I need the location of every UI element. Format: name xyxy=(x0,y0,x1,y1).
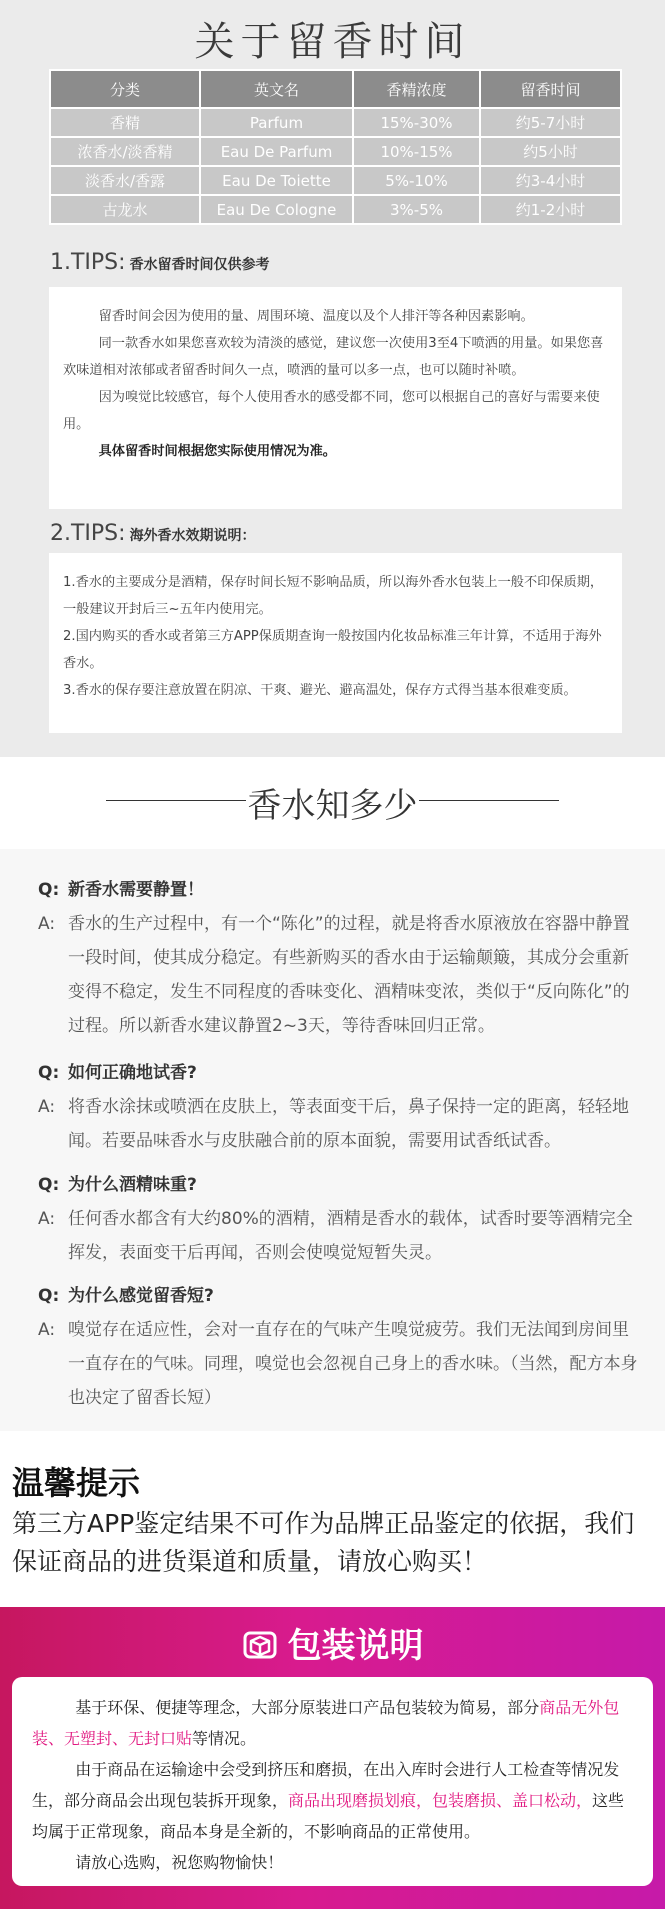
warm-tips-title: 温馨提示 xyxy=(12,1464,141,1502)
packaging-title xyxy=(0,1618,665,1667)
answer-text: 将香水涂抹或喷洒在皮肤上，等表面变干后，鼻子保持一定的距离，轻轻地闻。若要品味香水与皮肤融合前的原本面貌，需要用试香纸试香。 xyxy=(68,1097,629,1151)
package-box-icon xyxy=(242,1627,278,1663)
faq-answer xyxy=(38,1202,638,1270)
packaging-text: 这些均属于正常现象，商品本身是全新的，不影响商品的正常使用。 xyxy=(32,1791,625,1841)
tips2-box xyxy=(49,553,622,733)
table-cell: 约3-4小时 xyxy=(480,166,621,195)
question-text: 如何正确地试香? xyxy=(68,1063,197,1083)
tips1-paragraph: 留香时间会因为使用的量、周围环境、温度以及个人排汗等各种因素影响。 xyxy=(98,309,534,324)
tips2-label: 2.TIPS: xyxy=(50,521,126,546)
packaging-paragraph xyxy=(32,1692,633,1754)
tips2-paragraph: 1.香水的主要成分是酒精，保存时间长短不影响品质，所以海外香水包装上一般不印保质期，一般建议开封后三~五年内使用完。 xyxy=(63,575,604,617)
tips1-subheading: 香水留香时间仅供参考 xyxy=(129,257,270,273)
table-header-row xyxy=(50,70,621,108)
faq-answer xyxy=(38,1313,638,1415)
faq-question xyxy=(38,1058,197,1083)
q-label: Q: xyxy=(38,1063,60,1083)
packaging-highlight: 商品无外包装、无塑封、无封口贴 xyxy=(32,1698,620,1748)
answer-text: 香水的生产过程中，有一个“陈化”的过程，就是将香水原液放在容器中静置一段时间，使其成分稳定。有些新购买的香水由于运输颠簸，其成分会重新变得不稳定，发生不同程度的香味变化、酒精味变浓，类似于“反向陈化”的过程。所以新香水建议静置2~3天，等待香味回归正常。 xyxy=(68,914,630,1036)
table-row xyxy=(50,108,621,137)
table-cell: 10%-15% xyxy=(353,137,480,166)
table-cell: 浓香水/淡香精 xyxy=(50,137,200,166)
faq-answer xyxy=(38,1090,638,1158)
table-cell: 5%-10% xyxy=(353,166,480,195)
answer-text: 任何香水都含有大约80%的酒精，酒精是香水的载体，试香时要等酒精完全挥发，表面变干后再闻，否则会使嗅觉短暂失灵。 xyxy=(68,1209,633,1263)
tips1-box xyxy=(49,287,622,509)
packaging-paragraph: 请放心选购，祝您购物愉快！ xyxy=(75,1853,284,1872)
column-header: 分类 xyxy=(50,70,200,108)
table-cell: 15%-30% xyxy=(353,108,480,137)
packaging-box xyxy=(12,1677,653,1886)
faq-answer xyxy=(38,907,638,1043)
faq-question xyxy=(38,1170,197,1195)
packaging-highlight: 商品出现磨损划痕，包装磨损、盖口松动， xyxy=(288,1791,593,1810)
warm-tips-text: 第三方APP鉴定结果不可作为品牌正品鉴定的依据，我们保证商品的进货渠道和质量，请放心购买！ xyxy=(12,1509,635,1576)
table-row xyxy=(50,166,621,195)
answer-text: 嗅觉存在适应性，会对一直存在的气味产生嗅觉疲劳。我们无法闻到房间里一直存在的气味。同理，嗅觉也会忽视自己身上的香水味。（当然，配方本身也决定了留香长短） xyxy=(68,1320,638,1408)
tips1-paragraph: 同一款香水如果您喜欢较为清淡的感觉，建议您一次使用3至4下喷洒的用量。如果您喜欢味道相对浓郁或者留香时间久一点，喷洒的量可以多一点，也可以随时补喷。 xyxy=(63,336,604,378)
section-title: 关于留香时间 xyxy=(194,19,471,65)
table-cell: Eau De Parfum xyxy=(200,137,353,166)
faq-question xyxy=(38,1281,214,1306)
question-text: 为什么酒精味重? xyxy=(68,1175,197,1195)
column-header: 香精浓度 xyxy=(353,70,480,108)
packaging-text: 基于环保、便捷等理念，大部分原装进口产品包装较为简易，部分 xyxy=(75,1698,540,1717)
table-cell: Parfum xyxy=(200,108,353,137)
packaging-text: 由于商品在运输途中会受到挤压和磨损，在出入库时会进行人工检查等情况发生，部分商品会出现包装拆开现象， xyxy=(32,1760,620,1810)
table-cell: 古龙水 xyxy=(50,195,200,224)
tips1-paragraph: 因为嗅觉比较感官，每个人使用香水的感受都不同，您可以根据自己的喜好与需要来使用。 xyxy=(63,390,600,432)
q-label: Q: xyxy=(38,1175,60,1195)
table-cell: 约5-7小时 xyxy=(480,108,621,137)
packaging-paragraph xyxy=(32,1754,633,1847)
tips1-heading xyxy=(50,250,270,275)
table-cell: 淡香水/香露 xyxy=(50,166,200,195)
question-text: 新香水需要静置！ xyxy=(68,880,204,900)
title-divider-right xyxy=(419,800,559,801)
a-label: A: xyxy=(38,1097,56,1117)
fragrance-duration-section xyxy=(0,0,665,757)
tips2-subheading: 海外香水效期说明： xyxy=(129,528,256,544)
tips2-paragraph: 2.国内购买的香水或者第三方APP保质期查询一般按国内化妆品标准三年计算，不适用于海外香水。 xyxy=(63,629,602,671)
table-row xyxy=(50,195,621,224)
table-cell: 约5小时 xyxy=(480,137,621,166)
table-cell: 香精 xyxy=(50,108,200,137)
column-header: 留香时间 xyxy=(480,70,621,108)
knowledge-title: 香水知多少 xyxy=(247,786,418,826)
table-cell: 约1-2小时 xyxy=(480,195,621,224)
packaging-text: 等情况。 xyxy=(192,1729,257,1748)
table-row xyxy=(50,137,621,166)
table-cell: Eau De Cologne xyxy=(200,195,353,224)
table-cell: Eau De Toiette xyxy=(200,166,353,195)
tips1-note: 具体留香时间根据您实际使用情况为准。 xyxy=(98,444,336,459)
a-label: A: xyxy=(38,1209,56,1229)
question-text: 为什么感觉留香短? xyxy=(68,1286,214,1306)
packaging-title-text: 包装说明 xyxy=(287,1626,424,1666)
q-label: Q: xyxy=(38,880,60,900)
a-label: A: xyxy=(38,1320,56,1340)
tips2-heading xyxy=(50,521,256,546)
a-label: A: xyxy=(38,914,56,934)
faq-question xyxy=(38,875,204,900)
column-header: 英文名 xyxy=(200,70,353,108)
tips1-label: 1.TIPS: xyxy=(50,250,126,275)
fragrance-table xyxy=(49,69,622,225)
tips2-paragraph: 3.香水的保存要注意放置在阴凉、干爽、避光、避高温处，保存方式得当基本很难变质。 xyxy=(63,683,577,698)
q-label: Q: xyxy=(38,1286,60,1306)
table-cell: 3%-5% xyxy=(353,195,480,224)
